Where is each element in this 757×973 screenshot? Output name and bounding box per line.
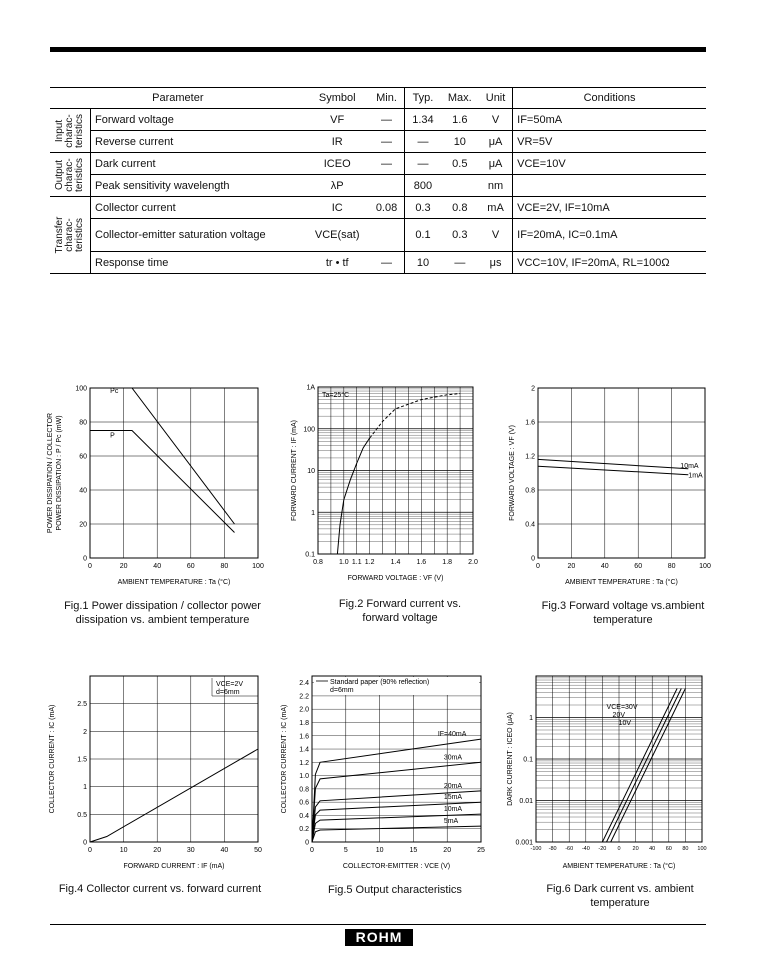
cell-conditions: IF=20mA, IC=0.1mA (513, 219, 706, 252)
x-tick-label: 40 (600, 563, 609, 570)
table-row (50, 109, 706, 131)
x-tick-label: -100 (530, 846, 542, 852)
x-tick-label: 40 (220, 847, 229, 854)
group-input-label: Input charac- teristics (54, 113, 85, 148)
y-tick-label: 1.2 (525, 453, 535, 461)
chart-fig2 (280, 380, 490, 595)
caption-fig1: Fig.1 Power dissipation / collector power dissipation vs. ambient temperature (64, 600, 261, 626)
caption-fig6: Fig.6 Dark current vs. ambient temperature (546, 883, 694, 909)
cell-typ: 0.3 (405, 197, 441, 219)
y-tick-label: 100 (303, 426, 315, 434)
series-label: 20V (612, 712, 626, 720)
chart-fig6 (500, 668, 725, 873)
y-tick-label: 0.4 (525, 521, 535, 529)
x-axis-label: FORWARD VOLTAGE : VF (V) (347, 575, 444, 582)
x-tick-label: 25 (477, 847, 485, 854)
y-tick-label: 0.4 (299, 812, 309, 820)
x-tick-label: 20 (567, 563, 576, 570)
group-transfer-label: Transfer charac- teristics (54, 216, 85, 254)
cell-max: 0.3 (441, 219, 479, 252)
y-tick-label: 2.5 (77, 701, 87, 709)
x-axis-label: AMBIENT TEMPERATURE : Ta (°C) (562, 863, 676, 870)
group-input (50, 109, 91, 153)
table-row (50, 153, 706, 175)
cell-min (369, 219, 405, 252)
series-label: 15mA (443, 794, 463, 802)
series-label: 10mA (443, 806, 463, 814)
bottom-rule (50, 924, 706, 925)
series-label: 5mA (443, 818, 459, 826)
y-tick-label: 40 (79, 487, 87, 495)
annotation-line: VCE=2V (216, 681, 244, 688)
series-line-solid (337, 438, 369, 554)
series-line (90, 749, 258, 842)
y-tick-label: 1.8 (299, 719, 309, 727)
y-tick-label: 100 (75, 385, 87, 393)
cell-symbol: VF (306, 109, 369, 131)
x-tick-label: 15 (409, 847, 418, 854)
x-tick-label: 30 (186, 847, 195, 854)
series-label: IF=40mA (437, 731, 467, 739)
y-tick-label: 1.6 (525, 419, 535, 427)
x-axis-label: COLLECTOR-EMITTER : VCE (V) (342, 863, 451, 870)
y-tick-label: 60 (79, 453, 87, 461)
x-tick-label: 20 (153, 847, 162, 854)
y-tick-label: 1A (306, 384, 315, 392)
x-tick-label: 80 (682, 846, 689, 852)
cell-unit: V (479, 109, 513, 131)
x-tick-label: 20 (632, 846, 639, 852)
x-tick-label: 10 (375, 847, 384, 854)
cell-conditions: VR=5V (513, 131, 706, 153)
header-typ: Typ. (405, 88, 441, 109)
cell-min: — (369, 153, 405, 175)
y-axis-label: FORWARD CURRENT : IF (mA) (291, 420, 298, 521)
cell-typ: 800 (405, 175, 441, 197)
plot-frame (538, 388, 705, 558)
y-tick-label: 0.2 (299, 826, 309, 834)
series-line-1 (90, 431, 235, 533)
caption-fig2: Fig.2 Forward current vs. forward voltage (338, 598, 462, 624)
x-tick-label: 20 (443, 847, 452, 854)
caption-fig5: Fig.5 Output characteristics (328, 884, 462, 896)
cell-conditions: IF=50mA (513, 109, 706, 131)
x-tick-label: 0 (88, 563, 92, 570)
cell-conditions: VCC=10V, IF=20mA, RL=100Ω (513, 252, 706, 274)
x-tick-label: 20 (119, 563, 128, 570)
cell-parameter: Peak sensitivity wavelength (91, 175, 306, 197)
x-tick-label: 0.8 (313, 559, 323, 566)
cell-min: — (369, 109, 405, 131)
x-tick-label: 0 (88, 847, 92, 854)
cell-symbol: λP (306, 175, 369, 197)
y-tick-label: 0 (83, 839, 87, 847)
series-label: 1mA (688, 472, 703, 480)
x-tick-label: 80 (667, 563, 676, 570)
annotation-ta: Ta=25°C (322, 392, 350, 399)
x-axis-label: FORWARD CURRENT : IF (mA) (123, 863, 225, 870)
y-tick-label: 2.2 (299, 693, 309, 701)
y-tick-label: 0.1 (523, 756, 533, 764)
y-tick-label: 2.0 (299, 706, 309, 714)
y-tick-label: 1.6 (299, 733, 309, 741)
cell-unit: μA (479, 153, 513, 175)
series-line-dashed (370, 394, 460, 439)
x-tick-label: 60 (186, 563, 195, 570)
group-output-label: Output charac- teristics (54, 157, 85, 192)
y-tick-label: 20 (79, 521, 87, 529)
chart-fig3 (500, 380, 725, 595)
y-axis-label: DARK CURRENT : ICEO (μA) (507, 712, 514, 806)
chart-fig4 (40, 668, 280, 873)
y-tick-label: 0.5 (77, 811, 87, 819)
cell-parameter: Forward voltage (91, 109, 306, 131)
series-label: 10mA (680, 462, 699, 470)
y-axis-label: FORWARD VOLTAGE : VF (V) (509, 425, 516, 521)
top-rule (50, 47, 706, 52)
cell-min: 0.08 (369, 197, 405, 219)
cell-unit: μA (479, 131, 513, 153)
cell-parameter: Response time (91, 252, 306, 274)
cell-symbol: VCE(sat) (306, 219, 369, 252)
y-tick-label: 0 (83, 555, 87, 563)
y-tick-label: 10 (307, 468, 315, 475)
y-tick-label: 1.2 (299, 759, 309, 767)
annotation-line: Standard paper (90% reflection) (330, 679, 430, 686)
y-tick-label: 0.6 (299, 799, 309, 807)
y-tick-label: 0.8 (299, 786, 309, 794)
series-label: 30mA (443, 754, 463, 762)
x-tick-label: -20 (598, 846, 607, 852)
y-tick-label: 1.0 (299, 773, 309, 781)
y-tick-label: 1 (311, 509, 315, 517)
x-tick-label: -40 (581, 846, 590, 852)
header-unit: Unit (479, 88, 513, 109)
cell-min: — (369, 131, 405, 153)
x-tick-label: 80 (220, 563, 229, 570)
cell-min: — (369, 252, 405, 274)
cell-symbol: ICEO (306, 153, 369, 175)
x-axis-label: AMBIENT TEMPERATURE : Ta (°C) (117, 579, 231, 586)
y-axis-label: COLLECTOR CURRENT : IC (mA) (49, 704, 56, 814)
cell-max: 0.8 (441, 197, 479, 219)
header-parameter: Parameter (50, 88, 306, 109)
cell-conditions (513, 175, 706, 197)
cell-typ: 10 (405, 252, 441, 274)
cell-typ: — (405, 131, 441, 153)
y-tick-label: 1 (83, 784, 87, 792)
group-output (50, 153, 91, 197)
x-tick-label: 60 (634, 563, 643, 570)
header-symbol: Symbol (306, 88, 369, 109)
caption-fig3: Fig.3 Forward voltage vs.ambient temperature (541, 600, 705, 626)
y-axis-label: POWER DISSIPATION : P / Pc (mW) (56, 415, 63, 531)
y-tick-label: 2 (531, 385, 535, 393)
x-tick-label: -80 (548, 846, 557, 852)
x-tick-label: 1.8 (442, 559, 453, 566)
x-tick-label: 50 (254, 847, 262, 854)
x-tick-label: 5 (343, 847, 348, 854)
y-tick-label: 1 (529, 715, 533, 722)
cell-typ: 1.34 (405, 109, 441, 131)
annotation-line: d=6mm (216, 689, 240, 696)
cell-max: 0.5 (441, 153, 479, 175)
x-tick-label: 1.2 (364, 559, 375, 566)
cell-parameter: Dark current (91, 153, 306, 175)
cell-unit: V (479, 219, 513, 252)
series-line-5 (312, 826, 481, 842)
header-conditions: Conditions (513, 88, 706, 109)
series-label: 10V (618, 720, 632, 728)
cell-unit: μs (479, 252, 513, 274)
y-tick-label: 0.8 (525, 487, 535, 495)
x-tick-label: 1.1 (351, 559, 362, 566)
cell-conditions: VCE=2V, IF=10mA (513, 197, 706, 219)
cell-max: 1.6 (441, 109, 479, 131)
x-tick-label: 40 (649, 846, 656, 852)
annotation-line: d=6mm (330, 687, 354, 694)
x-tick-label: 1.4 (390, 559, 401, 566)
cell-max: — (441, 252, 479, 274)
y-tick-label: 0 (305, 839, 309, 847)
cell-typ: 0.1 (405, 219, 441, 252)
y-tick-label: 1.4 (299, 746, 309, 754)
y-axis-label: COLLECTOR CURRENT : IC (mA) (281, 704, 288, 814)
y-tick-label: 0 (531, 555, 535, 563)
series-label: Pc (110, 388, 119, 395)
y-tick-label: 0.001 (515, 839, 533, 847)
y-tick-label: 80 (79, 419, 87, 427)
y-tick-label: 2.4 (299, 680, 309, 688)
table-row (50, 252, 706, 274)
cell-parameter: Reverse current (91, 131, 306, 153)
cell-max (441, 175, 479, 197)
x-tick-label: 100 (697, 846, 707, 852)
caption-fig4: Fig.4 Collector current vs. forward current (58, 883, 262, 895)
series-label: 20mA (443, 782, 463, 790)
x-tick-label: 0 (617, 846, 621, 852)
cell-typ: — (405, 153, 441, 175)
cell-parameter: Collector-emitter saturation voltage (91, 219, 306, 252)
x-tick-label: 60 (665, 846, 672, 852)
group-transfer (50, 197, 91, 274)
cell-min (369, 175, 405, 197)
electrical-characteristics-table (50, 87, 706, 274)
cell-symbol: IR (306, 131, 369, 153)
y-tick-label: 0.1 (305, 551, 315, 559)
header-min: Min. (369, 88, 405, 109)
chart-fig1 (40, 380, 280, 595)
series-label: VCE=30V (606, 704, 638, 712)
cell-unit: nm (479, 175, 513, 197)
cell-max: 10 (441, 131, 479, 153)
cell-symbol: tr • tf (306, 252, 369, 274)
table-row (50, 197, 706, 219)
y-tick-label: 0.01 (519, 798, 533, 805)
cell-conditions: VCE=10V (513, 153, 706, 175)
y-tick-label: 1.5 (77, 756, 87, 764)
table-row (50, 175, 706, 197)
cell-parameter: Collector current (91, 197, 306, 219)
y-tick-label: 2 (83, 728, 87, 736)
x-tick-label: 0 (536, 563, 540, 570)
x-tick-label: 0 (310, 847, 314, 854)
table-row (50, 219, 706, 252)
cell-unit: mA (479, 197, 513, 219)
x-tick-label: 10 (119, 847, 128, 854)
x-axis-label: AMBIENT TEMPERATURE : Ta (°C) (565, 579, 678, 586)
x-tick-label: 2.0 (468, 559, 478, 566)
x-tick-label: 100 (252, 563, 264, 570)
chart-fig5 (270, 668, 495, 873)
x-tick-label: 1.6 (416, 559, 427, 566)
x-tick-label: 40 (153, 563, 162, 570)
series-label: P (110, 432, 115, 440)
y-axis-label: POWER DISSIPATION / COLLECTOR (47, 412, 54, 534)
table-header-row (50, 88, 706, 109)
table-row (50, 131, 706, 153)
x-tick-label: -60 (565, 846, 574, 852)
header-max: Max. (441, 88, 479, 109)
x-tick-label: 100 (699, 563, 711, 570)
cell-symbol: IC (306, 197, 369, 219)
rohm-logo: ROHM (345, 929, 413, 946)
x-tick-label: 1.0 (338, 559, 349, 566)
